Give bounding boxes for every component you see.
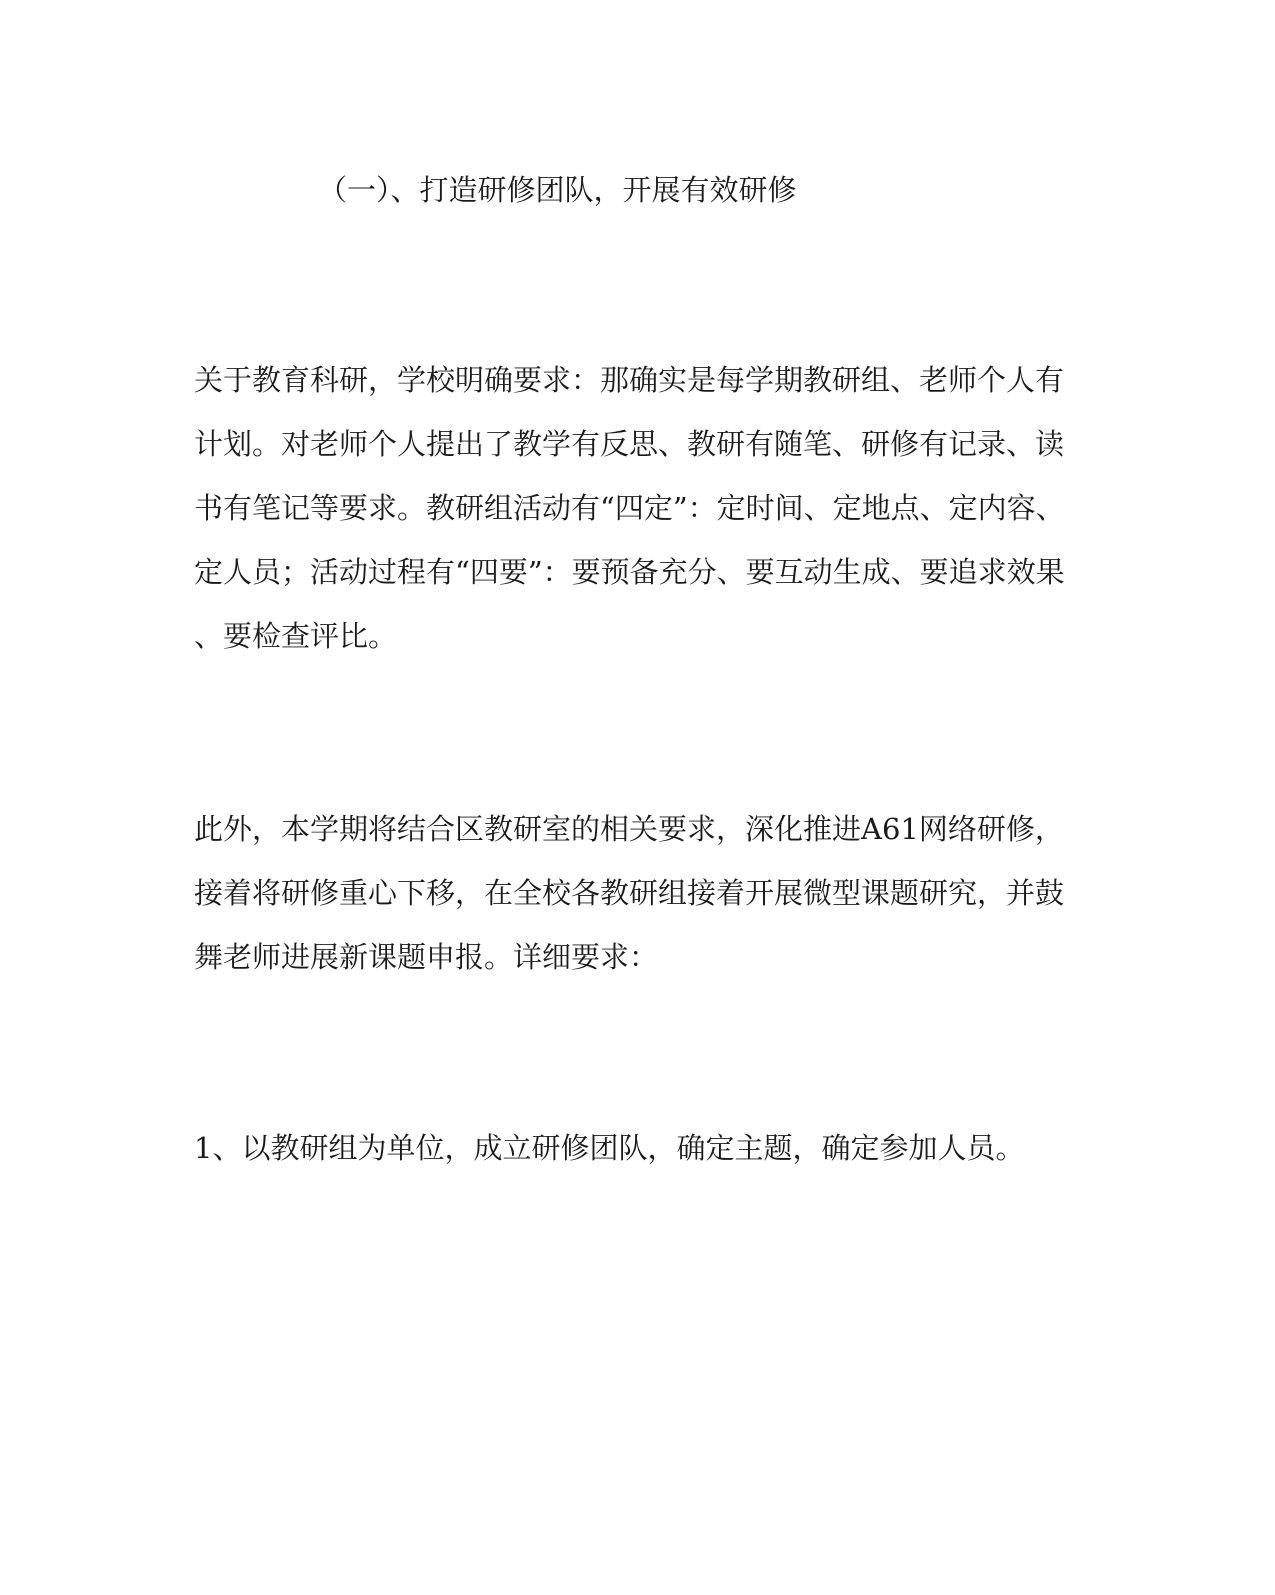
paragraph-line: 舞老师进展新课题申报。详细要求： (194, 940, 659, 974)
paragraph-line: 此外，本学期将结合区教研室的相关要求，深化推进A61网络研修， (194, 812, 1064, 846)
paragraph-line: 计划。对老师个人提出了教学有反思、教研有随笔、研修有记录、读 (194, 427, 1065, 461)
paragraph-line: 、要检查评比。 (194, 619, 398, 653)
paragraph-line: 书有笔记等要求。教研组活动有“四定”：定时间、定地点、定内容、 (194, 491, 1065, 525)
list-item-text: 1、以教研组为单位，成立研修团队，确定主题，确定参加人员。 (194, 1131, 1025, 1165)
paragraph-line: 关于教育科研，学校明确要求：那确实是每学期教研组、老师个人有 (194, 363, 1065, 397)
paragraph-line: 接着将研修重心下移，在全校各教研组接着开展微型课题研究，并鼓 (194, 876, 1065, 910)
paragraph-line: 定人员；活动过程有“四要”：要预备充分、要互动生成、要追求效果 (194, 555, 1065, 589)
list-item-1 (194, 1116, 1024, 1180)
paragraph-network-research (194, 797, 1064, 989)
section-heading: （一）、打造研修团队，开展有效研修 (318, 173, 797, 207)
paragraph-research-requirements (194, 348, 1065, 668)
